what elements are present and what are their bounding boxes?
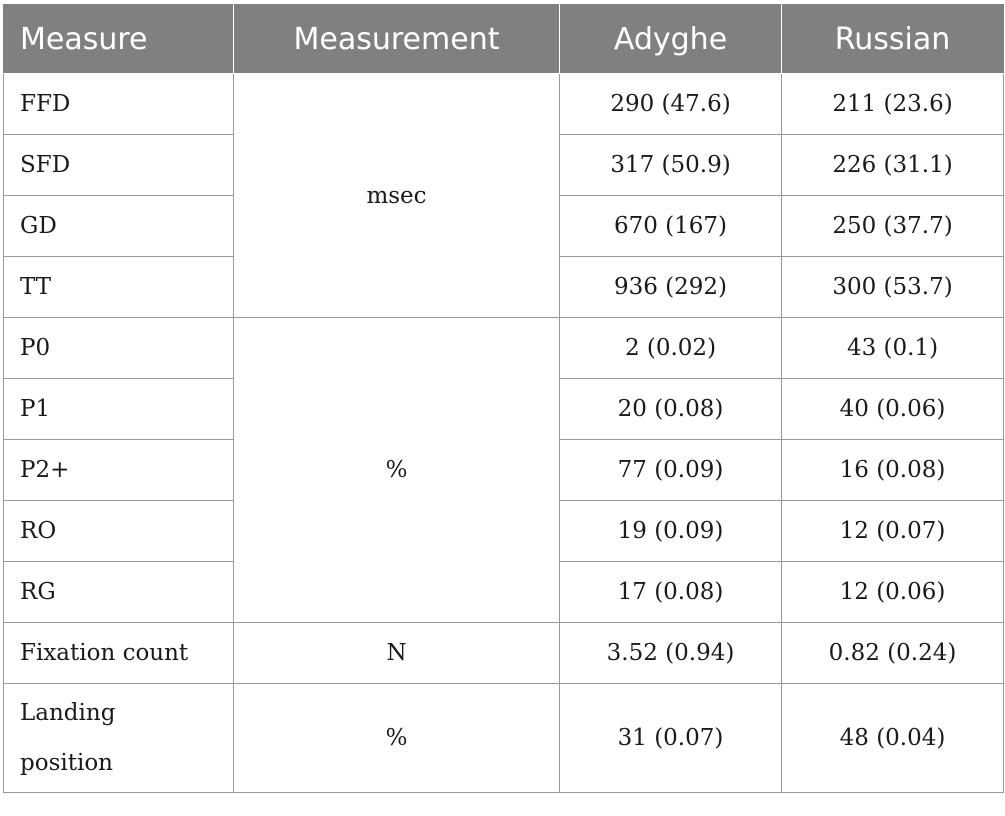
unit-cell: % [234, 684, 560, 793]
unit-cell: N [234, 623, 560, 684]
measure-line-2: position [20, 750, 113, 776]
measure-cell: GD [4, 196, 234, 257]
russian-cell: 40 (0.06) [782, 379, 1004, 440]
table-row [4, 74, 1004, 135]
russian-cell: 226 (31.1) [782, 135, 1004, 196]
measure-line-1: Landing [20, 700, 116, 726]
adyghe-cell: 17 (0.08) [560, 562, 782, 623]
measure-cell [4, 684, 234, 793]
adyghe-cell: 20 (0.08) [560, 379, 782, 440]
measure-cell: Fixation count [4, 623, 234, 684]
header-russian: Russian [782, 5, 1004, 74]
measure-cell: P2+ [4, 440, 234, 501]
table-row [4, 623, 1004, 684]
measure-cell: TT [4, 257, 234, 318]
russian-cell: 0.82 (0.24) [782, 623, 1004, 684]
header-adyghe: Adyghe [560, 5, 782, 74]
header-row [4, 5, 1004, 74]
adyghe-cell: 936 (292) [560, 257, 782, 318]
adyghe-cell: 31 (0.07) [560, 684, 782, 793]
header-measurement: Measurement [234, 5, 560, 74]
russian-cell: 12 (0.07) [782, 501, 1004, 562]
adyghe-cell: 290 (47.6) [560, 74, 782, 135]
russian-cell: 211 (23.6) [782, 74, 1004, 135]
russian-cell: 300 (53.7) [782, 257, 1004, 318]
russian-cell: 43 (0.1) [782, 318, 1004, 379]
measure-cell: RO [4, 501, 234, 562]
adyghe-cell: 19 (0.09) [560, 501, 782, 562]
adyghe-cell: 3.52 (0.94) [560, 623, 782, 684]
russian-cell: 48 (0.04) [782, 684, 1004, 793]
adyghe-cell: 2 (0.02) [560, 318, 782, 379]
russian-cell: 12 (0.06) [782, 562, 1004, 623]
measure-cell: P0 [4, 318, 234, 379]
russian-cell: 16 (0.08) [782, 440, 1004, 501]
measures-table [3, 4, 1004, 793]
table-row [4, 318, 1004, 379]
russian-cell: 250 (37.7) [782, 196, 1004, 257]
measure-cell: SFD [4, 135, 234, 196]
table-row [4, 684, 1004, 793]
measure-cell: RG [4, 562, 234, 623]
header-measure: Measure [4, 5, 234, 74]
table-body [4, 74, 1004, 793]
table-header [4, 5, 1004, 74]
adyghe-cell: 77 (0.09) [560, 440, 782, 501]
adyghe-cell: 670 (167) [560, 196, 782, 257]
measure-cell: P1 [4, 379, 234, 440]
unit-cell: msec [234, 74, 560, 318]
unit-cell: % [234, 318, 560, 623]
adyghe-cell: 317 (50.9) [560, 135, 782, 196]
measure-cell: FFD [4, 74, 234, 135]
